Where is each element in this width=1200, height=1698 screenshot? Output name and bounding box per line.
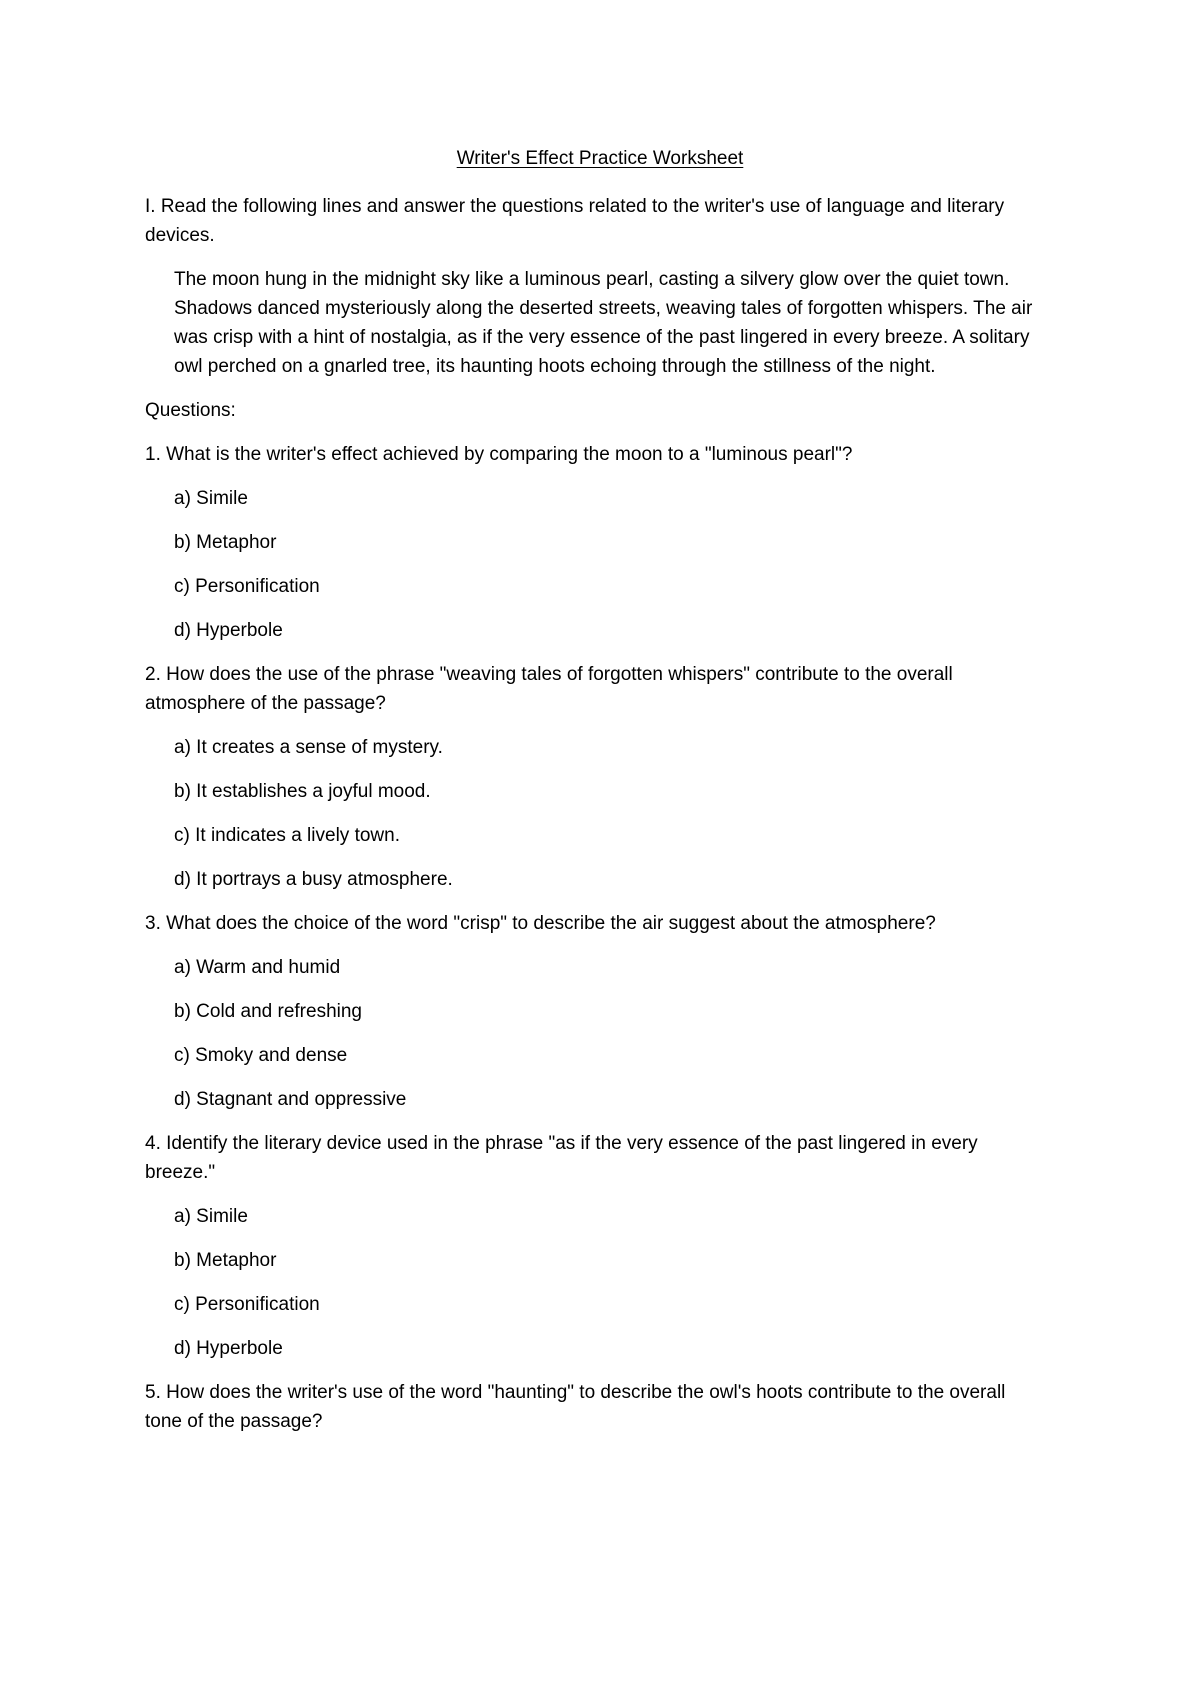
answer-option: d) Hyperbole bbox=[174, 1338, 283, 1359]
answer-option: b) Cold and refreshing bbox=[174, 1001, 362, 1022]
answer-option: c) Smoky and dense bbox=[174, 1045, 348, 1066]
question-text: 1. What is the writer's effect achieved by comparing the moon to a "luminous pearl"? bbox=[145, 444, 853, 465]
worksheet-content bbox=[145, 192, 1045, 1451]
question-block-5 bbox=[145, 1378, 1045, 1436]
question-text: 2. How does the use of the phrase "weaving tales of forgotten whispers" contribute to the overall atmosphere of the passage? bbox=[145, 664, 953, 714]
answer-option: c) Personification bbox=[174, 1294, 320, 1315]
answer-option: b) It establishes a joyful mood. bbox=[174, 781, 431, 802]
answer-option: c) It indicates a lively town. bbox=[174, 825, 400, 846]
question-block-1 bbox=[145, 440, 1045, 645]
question-text: 3. What does the choice of the word "crisp" to describe the air suggest about the atmosphere? bbox=[145, 913, 936, 934]
question-block-3 bbox=[145, 909, 1045, 1114]
answer-option: d) Hyperbole bbox=[174, 620, 283, 641]
answer-option: b) Metaphor bbox=[174, 532, 277, 553]
question-block-2 bbox=[145, 660, 1045, 894]
questions-heading: Questions: bbox=[145, 400, 236, 421]
question-text: 5. How does the writer's use of the word "haunting" to describe the owl's hoots contribute to the overall tone of the passage? bbox=[145, 1382, 1006, 1432]
answer-options bbox=[145, 733, 1045, 894]
answer-options bbox=[145, 1202, 1045, 1363]
passage-text: The moon hung in the midnight sky like a luminous pearl, casting a silvery glow over the quiet town. Shadows danced mysteriously along the deserted streets, weaving tales of forgotten whispers. The air was crisp with a hint of nostalgia, as if the very essence of the past lingered in every breeze. A solitary owl perched on a gnarled tree, its haunting hoots echoing through the stillness of the night. bbox=[174, 269, 1033, 377]
answer-option: a) Simile bbox=[174, 1206, 248, 1227]
answer-option: d) Stagnant and oppressive bbox=[174, 1089, 407, 1110]
page-title: Writer's Effect Practice Worksheet bbox=[456, 148, 744, 169]
answer-option: c) Personification bbox=[174, 576, 320, 597]
question-block-4 bbox=[145, 1129, 1045, 1363]
answer-option: a) It creates a sense of mystery. bbox=[174, 737, 443, 758]
answer-options bbox=[145, 484, 1045, 645]
answer-option: d) It portrays a busy atmosphere. bbox=[174, 869, 453, 890]
answer-option: a) Simile bbox=[174, 488, 248, 509]
answer-options bbox=[145, 953, 1045, 1114]
answer-option: a) Warm and humid bbox=[174, 957, 341, 978]
answer-option: b) Metaphor bbox=[174, 1250, 277, 1271]
instruction-text: I. Read the following lines and answer the questions related to the writer's use of language and literary devices. bbox=[145, 196, 1005, 246]
question-text: 4. Identify the literary device used in the phrase "as if the very essence of the past lingered in every breeze." bbox=[145, 1133, 978, 1183]
